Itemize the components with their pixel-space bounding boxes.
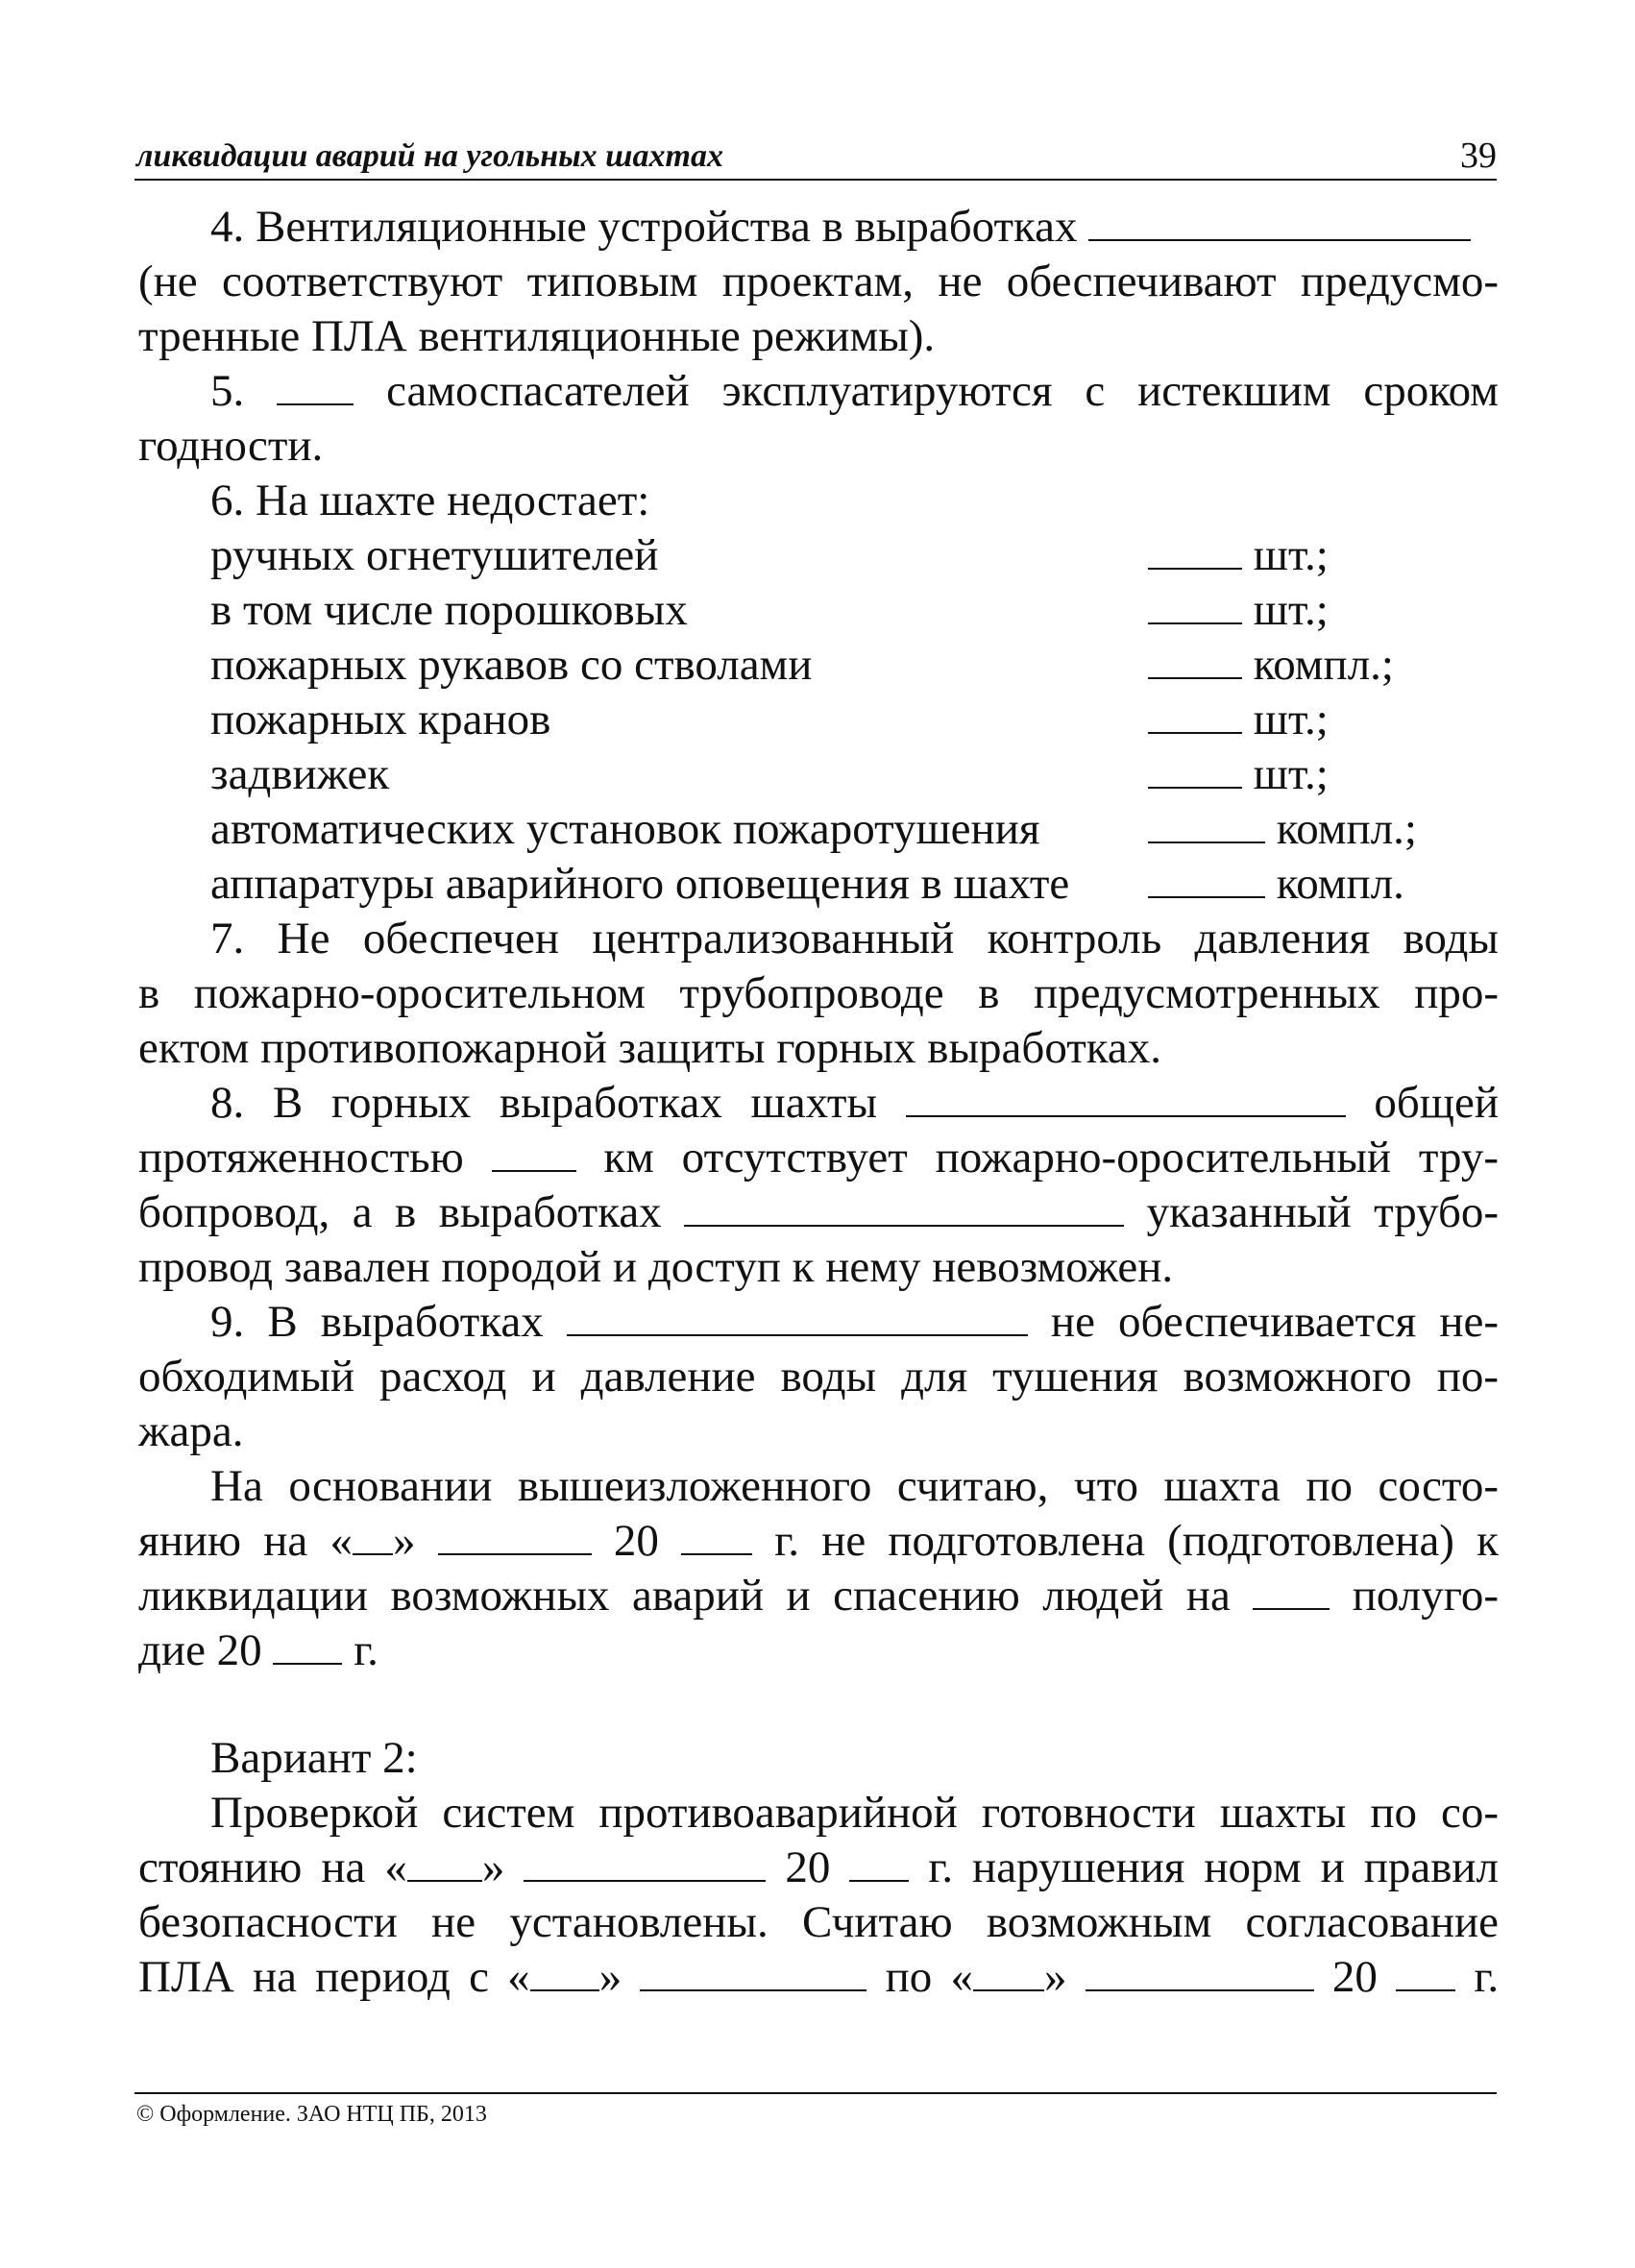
text-fragment: полуго- (1352, 1571, 1499, 1621)
shortage-item (138, 802, 1499, 857)
text-fragment: 8. (210, 1078, 245, 1128)
text-line (138, 912, 1499, 966)
shortage-item-label: пожарных рукавов со стволами (210, 640, 813, 690)
blank-field (1253, 1570, 1330, 1610)
variant-heading: Вариант 2: (210, 1733, 418, 1783)
shortage-item-unit: шт.; (1253, 749, 1329, 799)
blank-field (1148, 529, 1242, 570)
text-fragment: 20 (613, 1516, 659, 1566)
text-fragment: не обеспечивается не- (1050, 1297, 1499, 1347)
text-fragment: по « (885, 1952, 973, 2002)
text-fragment: общей (1374, 1078, 1500, 1128)
text-fragment: 20 (785, 1842, 831, 1892)
blank-field (1396, 1951, 1455, 1991)
text-line: ектом противопожарной защиты горных выработках. (138, 1023, 1161, 1073)
blank-field (353, 1515, 393, 1555)
text-fragment: » (1043, 1952, 1067, 2002)
text-fragment: ПЛА на период с « (138, 1952, 530, 2002)
shortage-item-unit: компл.; (1253, 640, 1394, 690)
text-fragment: Не обеспечен централизованный контроль давления воды (277, 914, 1500, 963)
text-line (138, 1841, 1499, 1895)
text-fragment: г. (354, 1625, 378, 1675)
shortage-item (138, 583, 1499, 638)
blank-field (492, 1132, 576, 1172)
text-fragment: янию на « (138, 1516, 353, 1566)
text-line (138, 1950, 1499, 2005)
blank-field (407, 1841, 482, 1882)
shortage-item-label: пожарных кранов (210, 695, 551, 744)
text-fragment: г. нарушения норм и правил (928, 1842, 1500, 1892)
text-line (138, 1514, 1499, 1569)
blank-field (567, 1296, 1028, 1336)
blank-field (530, 1951, 599, 1991)
blank-field (1148, 748, 1242, 789)
text-line (138, 1076, 1499, 1131)
blank-field (849, 1841, 909, 1882)
blank-field (438, 1515, 592, 1555)
text-fragment: дие 20 (138, 1625, 262, 1675)
shortage-item-unit: компл. (1276, 859, 1404, 909)
text-fragment: протяженностью (138, 1133, 464, 1183)
text-fragment: » (392, 1516, 416, 1566)
text-fragment: » (481, 1842, 505, 1892)
text-line: провод завален породой и доступ к нему невозможен. (138, 1242, 1174, 1292)
text-line: безопасности не установлены. Считаю возможным согласование (138, 1897, 1499, 1947)
text-fragment: ликвидации возможных аварий и спасению людей на (138, 1571, 1231, 1621)
text-line (138, 1569, 1499, 1623)
text-line: На основании вышеизложенного считаю, что шахта по состо- (210, 1461, 1499, 1511)
text-fragment: » (598, 1952, 622, 2002)
text-fragment: указанный трубо- (1146, 1187, 1500, 1237)
blank-field (1148, 694, 1242, 734)
text-fragment: В выработках (267, 1297, 544, 1347)
text-line: (не соответствуют типовым проектам, не обеспечивают предусмо- (138, 256, 1499, 306)
text-line: Проверкой систем противоаварийной готовности шахты по со- (210, 1788, 1499, 1838)
shortage-item-label: ручных огнетушителей (210, 530, 659, 580)
shortage-item (138, 857, 1499, 912)
text-line (138, 364, 1499, 419)
page-number: 39 (1460, 135, 1497, 176)
blank-field (273, 1624, 342, 1665)
text-fragment: В горных выработках шахты (272, 1078, 878, 1128)
blank-field (640, 1951, 866, 1991)
document-body (138, 200, 1499, 2005)
shortage-item-label: задвижек (210, 749, 390, 799)
text-fragment: 5. (210, 366, 245, 416)
blank-field (906, 1077, 1346, 1117)
shortage-item (138, 638, 1499, 693)
text-line (138, 1131, 1499, 1185)
shortage-item-unit: шт.; (1253, 530, 1329, 580)
running-header (134, 123, 1497, 181)
shortage-item-unit: компл.; (1276, 804, 1417, 854)
blank-field (684, 1186, 1124, 1227)
blank-field (1148, 803, 1265, 843)
text-fragment: 20 (1331, 1952, 1378, 2002)
shortage-item (138, 528, 1499, 583)
shortage-item-label: аппаратуры аварийного оповещения в шахте (210, 859, 1070, 909)
copyright-text: © Оформление. ЗАО НТЦ ПБ, 2013 (136, 2102, 487, 2127)
blank-field (973, 1951, 1044, 1991)
text-fragment: г. не подготовлена (подготовлена) к (774, 1516, 1499, 1566)
shortage-item-label: в том числе порошковых (210, 585, 688, 635)
text-fragment: бопровод, а в выработках (138, 1187, 662, 1237)
page-footer (134, 2092, 1497, 2128)
shortage-item (138, 747, 1499, 802)
text-fragment: г. (1474, 1952, 1500, 2002)
text-line (138, 200, 1499, 255)
text-line: в пожарно-оросительном трубопроводе в предусмотренных про- (138, 968, 1499, 1018)
text-line: обходимый расход и давление воды для тушения возможного по- (138, 1352, 1499, 1402)
text-fragment: 9. (210, 1297, 245, 1347)
text-fragment: 4. Вентиляционные устройства в выработках (210, 202, 1078, 252)
shortage-item-label: автоматических установок пожаротушения (210, 804, 1040, 854)
shortage-item-unit: шт.; (1253, 585, 1329, 635)
text-line: годности. (138, 421, 324, 471)
text-fragment: 7. (210, 914, 245, 963)
blank-field (1088, 201, 1471, 241)
blank-field (681, 1515, 752, 1555)
text-line: 6. На шахте недостает: (210, 476, 650, 525)
blank-field (1148, 858, 1265, 898)
text-line: тренные ПЛА вентиляционные режимы). (138, 311, 936, 361)
shortage-item (138, 693, 1499, 747)
text-line: жара. (138, 1406, 244, 1456)
text-line (138, 1623, 1499, 1678)
blank-field (524, 1841, 766, 1882)
running-header-title: ликвидации аварий на угольных шахтах (136, 138, 723, 174)
blank-field (1148, 639, 1242, 679)
shortage-item-unit: шт.; (1253, 695, 1329, 744)
blank-field (1086, 1951, 1314, 1991)
blank-field (1148, 584, 1242, 624)
blank-field (277, 365, 354, 405)
text-fragment: стоянию на « (138, 1842, 407, 1892)
text-line (138, 1295, 1499, 1350)
text-fragment: самоспасателей эксплуатируются с истекшим сроком (386, 366, 1500, 416)
text-line (138, 1185, 1499, 1240)
text-fragment: км отсутствует пожарно-оросительный тру- (603, 1133, 1500, 1183)
